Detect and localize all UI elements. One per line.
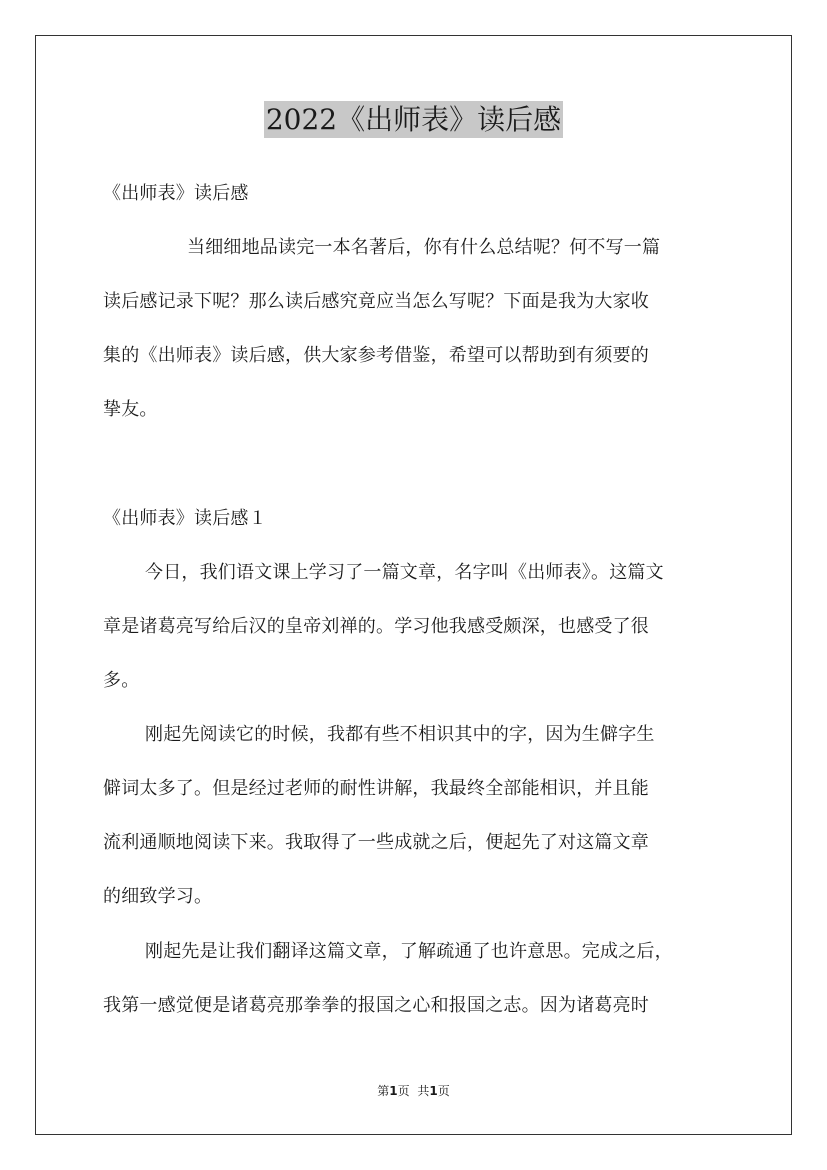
body-line: 多。 xyxy=(103,670,140,691)
footer-total-prefix: 共 xyxy=(417,1084,430,1098)
footer-page-suffix: 页 xyxy=(397,1084,410,1098)
footer-total-suffix: 页 xyxy=(437,1084,450,1098)
body-line: 章是诸葛亮写给后汉的皇帝刘禅的。学习他我感受颇深，也感受了很 xyxy=(103,616,649,637)
page-footer xyxy=(0,1082,827,1099)
intro-line: 当细细地品读完一本名著后，你有什么总结呢？何不写一篇 xyxy=(187,237,661,258)
document-title-wrap xyxy=(0,100,827,140)
body-line: 僻词太多了。但是经过老师的耐性讲解，我最终全部能相识，并且能 xyxy=(103,778,649,799)
section-heading: 《出师表》读后感１ xyxy=(103,508,267,529)
intro-line: 挚友。 xyxy=(103,399,158,420)
footer-page-prefix: 第 xyxy=(377,1084,390,1098)
body-line: 流利通顺地阅读下来。我取得了一些成就之后，便起先了对这篇文章 xyxy=(103,832,649,853)
footer-total-number: 1 xyxy=(429,1084,438,1098)
body-line: 今日，我们语文课上学习了一篇文章，名字叫《出师表》。这篇文 xyxy=(145,562,664,583)
document-title: 2022《出师表》读后感 xyxy=(265,103,562,136)
body-line: 刚起先是让我们翻译这篇文章，了解疏通了也许意思。完成之后， xyxy=(145,941,673,962)
body-line: 我第一感觉便是诸葛亮那拳拳的报国之心和报国之志。因为诸葛亮时 xyxy=(103,995,649,1016)
intro-line: 读后感记录下呢？那么读后感究竟应当怎么写呢？下面是我为大家收 xyxy=(103,291,649,312)
subtitle: 《出师表》读后感 xyxy=(103,183,249,204)
footer-page-number: 1 xyxy=(389,1084,398,1098)
intro-line: 集的《出师表》读后感，供大家参考借鉴，希望可以帮助到有须要的 xyxy=(103,345,649,366)
body-line: 刚起先阅读它的时候，我都有些不相识其中的字，因为生僻字生 xyxy=(145,724,655,745)
body-line: 的细致学习。 xyxy=(103,886,213,907)
